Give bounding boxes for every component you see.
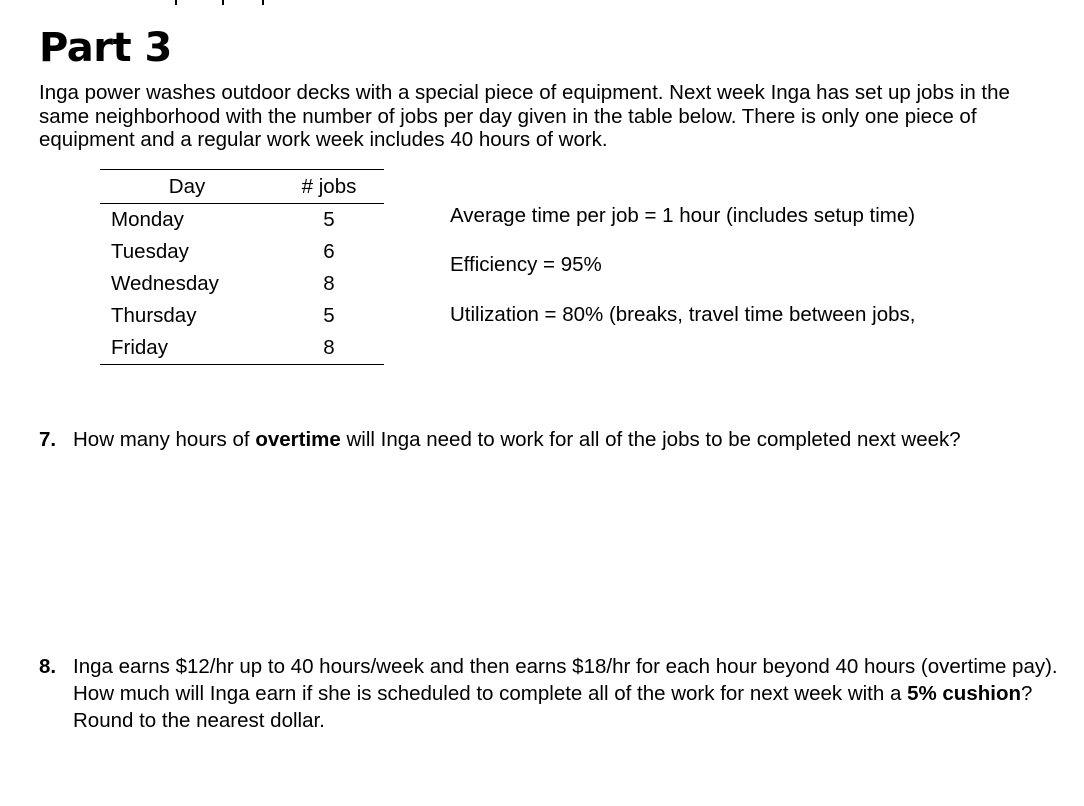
day-cell: Thursday [111, 304, 197, 327]
table-row [100, 236, 384, 268]
jobs-table [100, 169, 384, 365]
jobs-cell: 8 [323, 272, 335, 295]
jobs-cell: 8 [274, 332, 384, 365]
question-text [73, 653, 1079, 734]
table-row [100, 268, 384, 300]
table-row [100, 332, 384, 365]
question-number: 7. [39, 428, 57, 451]
cutoff-text-fragment [0, 0, 1084, 6]
question-text-part: How many hours of [73, 428, 256, 451]
page-title: Part 3 [39, 25, 172, 71]
day-cell: Wednesday [111, 272, 219, 295]
table-row [100, 300, 384, 332]
jobs-cell: 5 [323, 208, 335, 231]
question-emphasis: overtime [255, 428, 341, 451]
table-header-row [100, 170, 384, 204]
question-text-part: will Inga need to work for all of the jobs to be completed next week? [340, 428, 961, 451]
question-8 [39, 653, 1079, 734]
question-number: 8. [39, 655, 57, 678]
efficiency-fact: Efficiency = 95% [450, 253, 602, 276]
question-emphasis: 5% cushion [907, 682, 1021, 705]
question-text-part: Inga earns $12/hr up to 40 hours/week and then earns $18/hr for each hour beyond 40 hours (overtime pay). How much will Inga earn if she is scheduled to complete all of the work for next week with a [73, 655, 1058, 705]
header-day: Day [100, 170, 274, 204]
table-row [100, 204, 384, 237]
avg-time-fact: Average time per job = 1 hour (includes setup time) [450, 204, 916, 227]
jobs-cell: 6 [323, 240, 335, 263]
question-text-part: ? Round to the nearest dollar. [73, 682, 1033, 732]
question-7 [39, 426, 1079, 453]
day-cell: Friday [100, 332, 274, 365]
day-cell: Monday [111, 208, 184, 231]
utilization-fact: Utilization = 80% (breaks, travel time between jobs, [450, 303, 916, 326]
question-text [73, 426, 1079, 453]
day-cell: Tuesday [111, 240, 189, 263]
intro-paragraph [39, 81, 1039, 152]
header-jobs: # jobs [274, 170, 384, 204]
intro-text: Inga power washes outdoor decks with a special piece of equipment. Next week Inga has set up jobs in the same neighborhood with the number of jobs per day given in the table below. There is only one piece of equipment and a regular work week includes 40 hours of work. [39, 81, 1010, 151]
jobs-cell: 5 [323, 304, 335, 327]
